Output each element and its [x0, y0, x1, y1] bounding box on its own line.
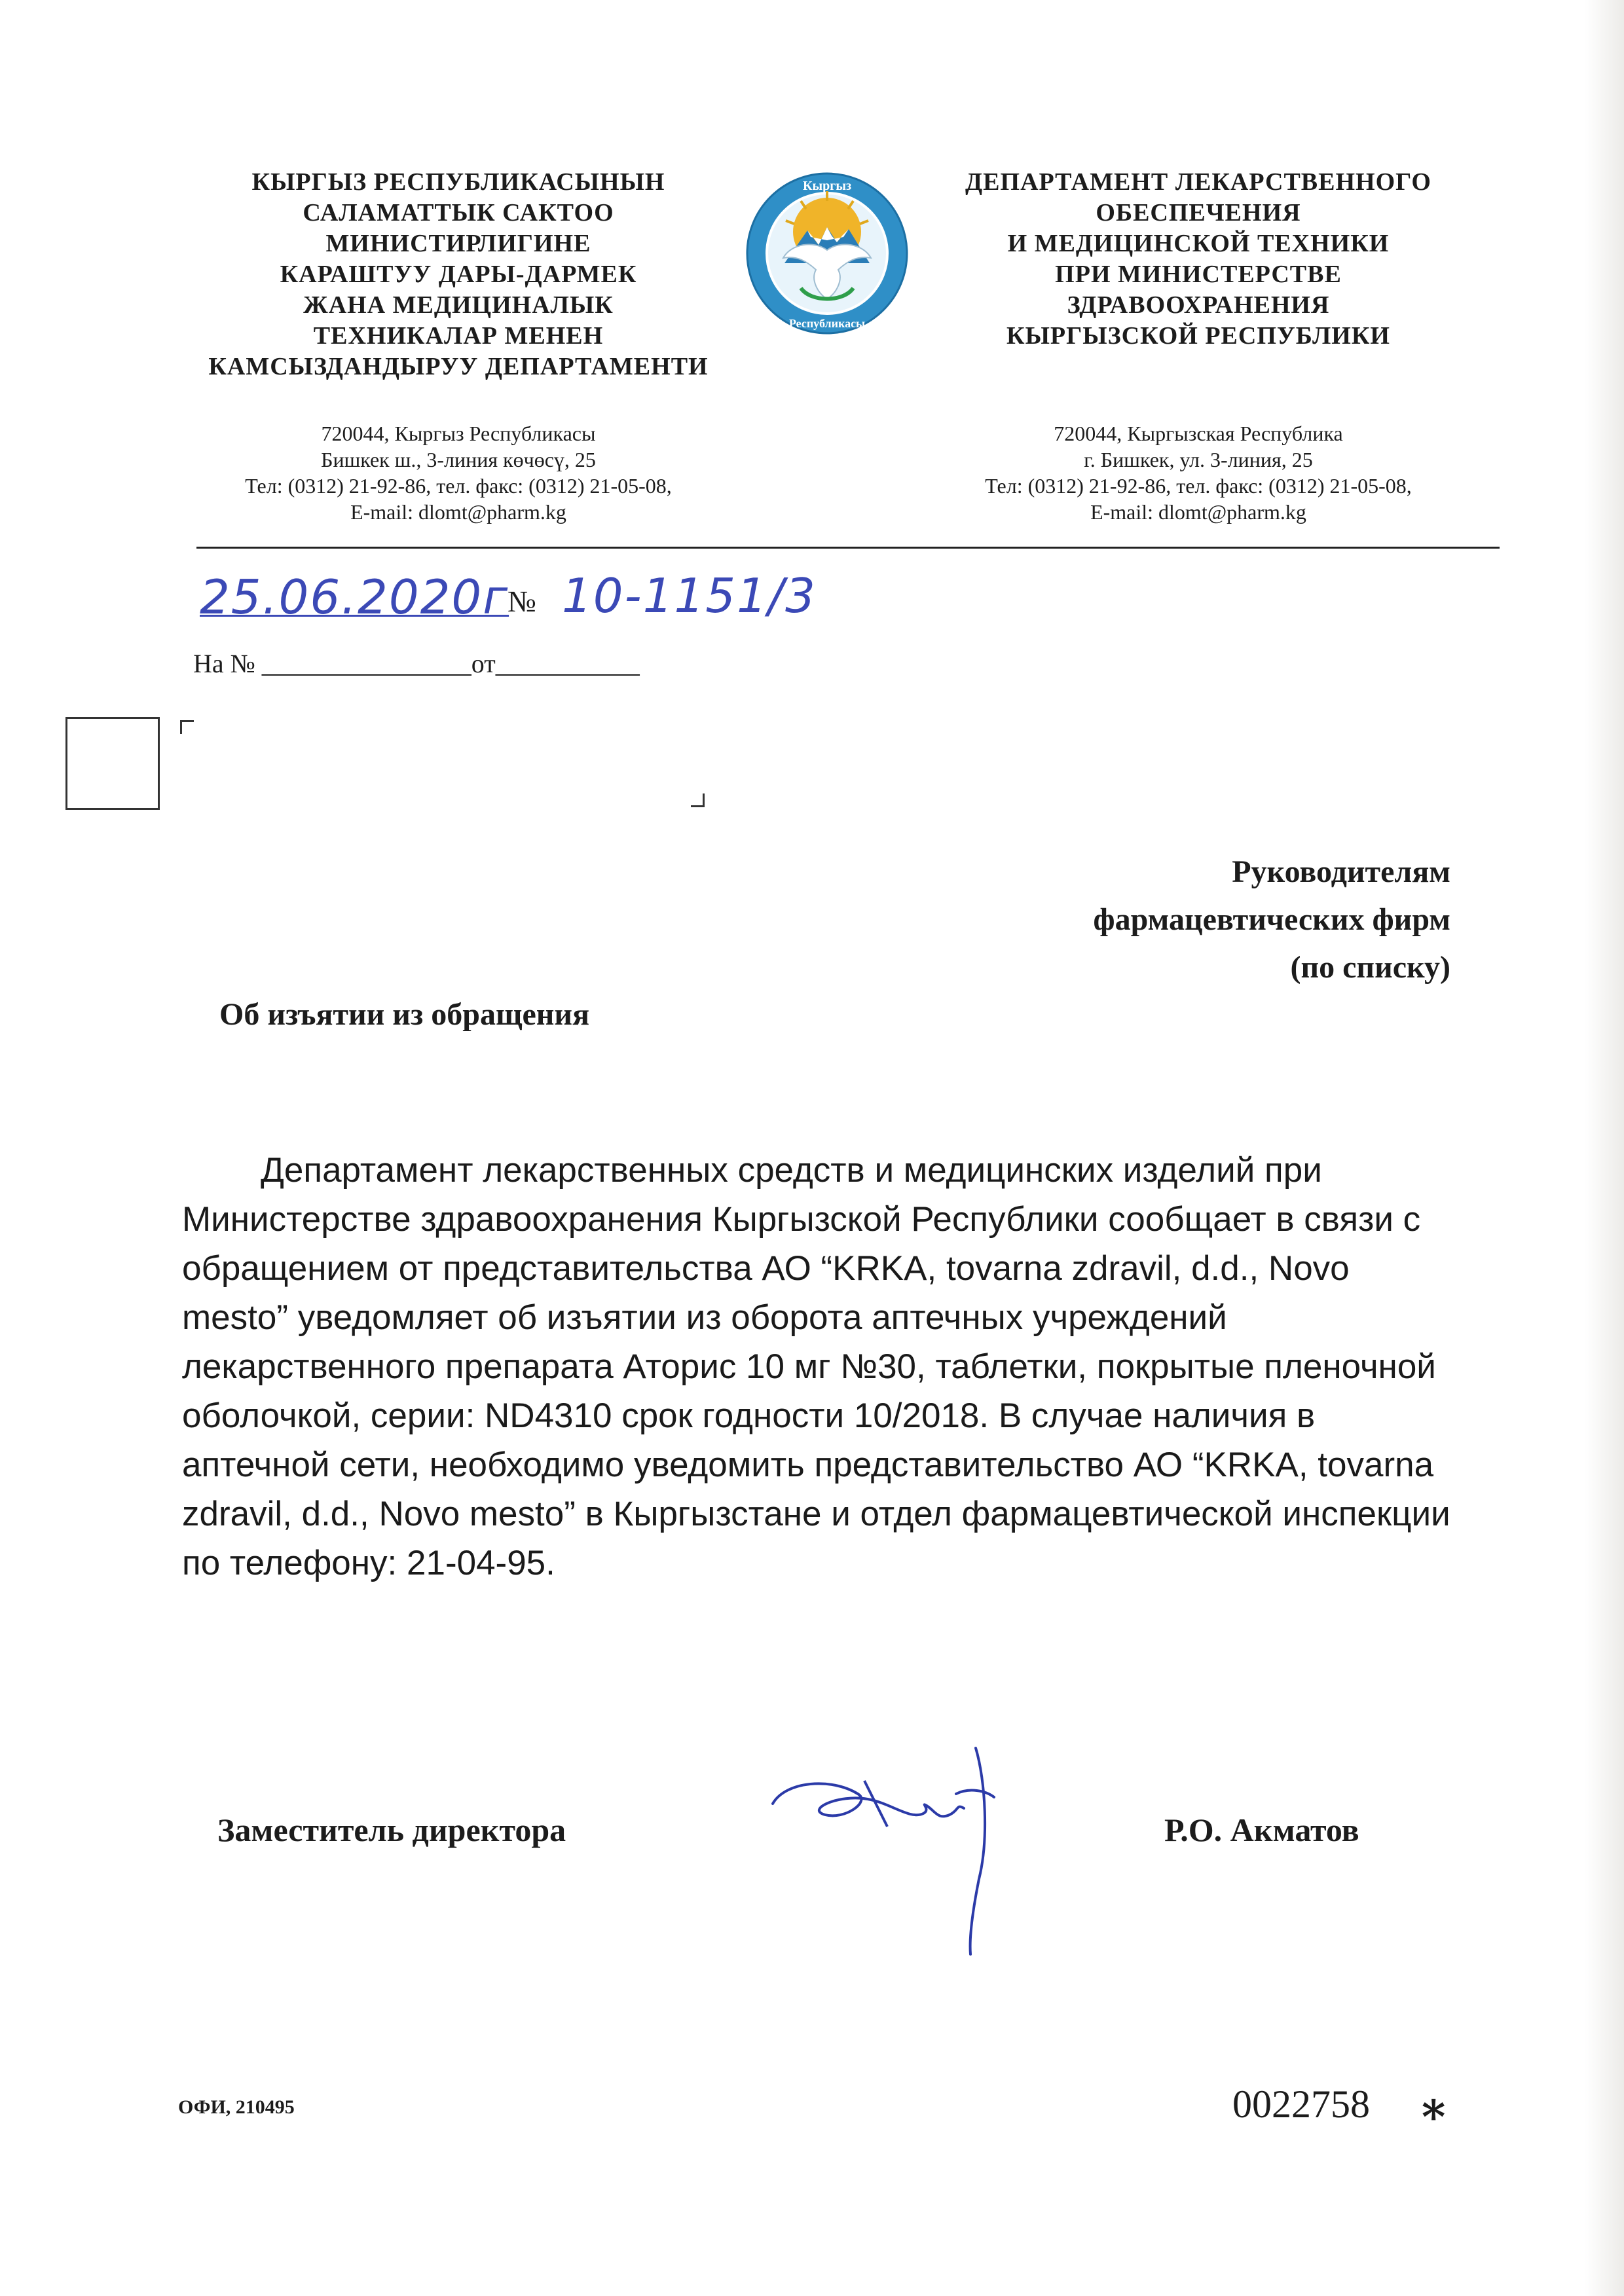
header-kyrgyz — [151, 167, 766, 382]
header-russian-line: ОБЕСПЕЧЕНИЯ — [1096, 199, 1301, 227]
reference-line: На № ________________от___________ — [193, 649, 640, 678]
header-kyrgyz-line: САЛАМАТТЫК САКТОО — [303, 199, 614, 227]
stamp-box — [65, 717, 160, 810]
header-russian-line: ПРИ МИНИСТЕРСТВЕ — [1055, 261, 1342, 288]
addressee-line: Руководителям — [1232, 854, 1450, 889]
page-edge-shadow — [1585, 0, 1624, 2296]
signatory-name: Р.О. Акматов — [1164, 1812, 1359, 1848]
registration-number: 10-1151/3 — [562, 568, 817, 623]
header-kyrgyz-line: МИНИСТИРЛИГИНЕ — [325, 230, 591, 257]
subject-line: Об изъятии из обращения — [219, 997, 590, 1032]
header-russian-line: И МЕДИЦИНСКОЙ ТЕХНИКИ — [1007, 230, 1390, 257]
header-kyrgyz-line: ТЕХНИКАЛАР МЕНЕН — [313, 322, 604, 350]
header-kyrgyz-line: КАРАШТУУ ДАРЫ-ДАРМЕК — [280, 261, 637, 288]
form-serial-number: 0022758 — [1232, 2083, 1370, 2126]
address-field-corner — [691, 793, 705, 807]
addressee-block — [1093, 848, 1450, 991]
registration-number-label: № — [507, 585, 536, 618]
emblem-bottom-text: Республикасы — [788, 317, 866, 330]
header-kyrgyz-line: КАМСЫЗДАНДЫРУУ ДЕПАРТАМЕНТИ — [208, 353, 709, 380]
registration-date: 25.06.2020г — [200, 570, 509, 625]
addressee-line: (по списку) — [1290, 950, 1450, 985]
address-line: E-mail: dlomt@pharm.kg — [1090, 500, 1306, 524]
address-russian — [913, 420, 1483, 525]
signatory-title: Заместитель директора — [217, 1812, 566, 1848]
address-line: Тел: (0312) 21-92-86, тел. факс: (0312) 21-05-08, — [245, 474, 672, 498]
header-russian-line: ЗДРАВООХРАНЕНИЯ — [1067, 291, 1330, 319]
address-kyrgyz — [164, 420, 753, 525]
addressee-line: фармацевтических фирм — [1093, 902, 1450, 937]
header-kyrgyz-line: КЫРГЫЗ РЕСПУБЛИКАСЫНЫН — [251, 168, 665, 196]
address-field-corner — [180, 720, 194, 734]
header-russian-line: ДЕПАРТАМЕНТ ЛЕКАРСТВЕННОГО — [965, 168, 1431, 196]
address-line: 720044, Кыргыз Республикасы — [321, 422, 596, 445]
handwritten-signature-icon — [760, 1741, 1022, 1958]
header-russian — [913, 167, 1483, 352]
address-line: Тел: (0312) 21-92-86, тел. факс: (0312) 21-05-08, — [985, 474, 1412, 498]
address-line: г. Бишкек, ул. 3-линия, 25 — [1084, 448, 1313, 471]
header-divider — [196, 547, 1500, 549]
header-russian-line: КЫРГЫЗСКОЙ РЕСПУБЛИКИ — [1006, 322, 1390, 350]
print-code: ОФИ, 210495 — [178, 2096, 295, 2118]
address-line: Бишкек ш., 3-линия көчөсү, 25 — [321, 448, 596, 471]
letter-body: Департамент лекарственных средств и медицинских изделий при Министерстве здравоохранения Кыргызской Республики сообщает в связи с обращением от представительства АО “KRKA, tovarna zdravil, d.d., Novo mesto” уведомляет об изъятии из оборота аптечных учреждений лекарственного препарата Аторис 10 мг №30, таблетки, покрытые пленочной оболочкой, серии: ND4310 срок годности 10/2018. В случае наличия в аптечной сети, необходимо уведомить представительство АО “KRKA, tovarna zdravil, d.d., Novo mesto” в Кыргызстане и отдел фармацевтической инспекции по телефону: 21-04-95. — [182, 1151, 1450, 1582]
state-emblem-icon — [745, 172, 909, 335]
address-line: 720044, Кыргызская Республика — [1054, 422, 1343, 445]
address-line: E-mail: dlomt@pharm.kg — [350, 500, 566, 524]
star-mark: ∗ — [1418, 2084, 1450, 2134]
emblem-top-text: Кыргыз — [803, 179, 851, 193]
header-kyrgyz-line: ЖАНА МЕДИЦИНАЛЫК — [303, 291, 614, 319]
